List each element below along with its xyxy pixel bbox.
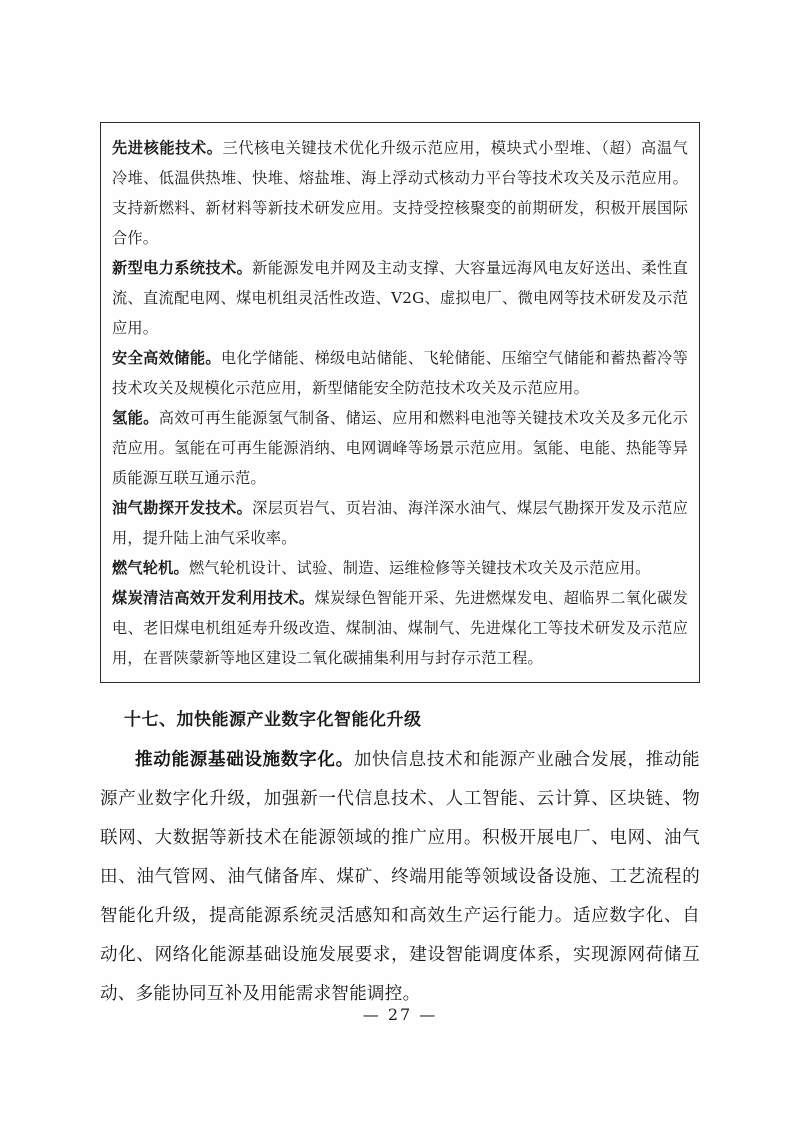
box-item-6-lead: 煤炭清洁高效开发利用技术。 [112,589,315,607]
box-item-6 [112,583,688,673]
section-heading: 十七、加快能源产业数字化智能化升级 [124,710,422,730]
box-item-2-text: 电化学储能、梯级电站储能、飞轮储能、压缩空气储能和蓄热蓄冷等技术攻关及规模化示范应用，新型储能安全防范技术攻关及示范应用。 [112,349,689,397]
box-item-3-lead: 氢能。 [112,409,159,427]
box-item-5-lead: 燃气轮机。 [112,559,189,577]
box-item-3 [112,403,688,493]
box-item-2-lead: 安全高效储能。 [112,349,222,367]
box-item-0 [112,133,688,253]
box-item-4-text: 深层页岩气、页岩油、海洋深水油气、煤层气勘探开发及示范应用，提升陆上油气采收率。 [112,499,688,547]
box-item-6-text: 煤炭绿色智能开采、先进燃煤发电、超临界二氧化碳发电、老旧煤电机组延寿升级改造、煤制油、煤制气、先进煤化工等技术研发及示范应用，在晋陕蒙新等地区建设二氧化碳捕集利用与封存示范工程。 [112,589,688,667]
page-number: — 27 — [362,1005,438,1024]
section-paragraph [100,741,700,1014]
box-item-4 [112,493,688,553]
boxed-technology-list [100,122,700,683]
box-item-5 [112,553,688,583]
box-item-0-text: 三代核电关键技术优化升级示范应用，模块式小型堆、（超）高温气冷堆、低温供热堆、快堆、熔盐堆、海上浮动式核动力平台等技术攻关及示范应用。支持新燃料、新材料等新技术研发应用。支持受控核聚变的前期研发，积极开展国际合作。 [112,139,688,247]
section-paragraph-emphasis: 推动能源基础设施数字化。 [135,750,354,770]
section-paragraph-text: 加快信息技术和能源产业融合发展，推动能源产业数字化升级，加强新一代信息技术、人工智能、云计算、区块链、物联网、大数据等新技术在能源领域的推广应用。积极开展电厂、电网、油气田、油气管网、油气储备库、煤矿、终端用能等领域设备设施、工艺流程的智能化升级，提高能源系统灵活感知和高效生产运行能力。适应数字化、自动化、网络化能源基础设施发展要求，建设智能调度体系，实现源网荷储互动、多能协同互补及用能需求智能调控。 [100,750,700,1004]
box-item-1-text: 新能源发电并网及主动支撑、大容量远海风电友好送出、柔性直流、直流配电网、煤电机组灵活性改造、V2G、虚拟电厂、微电网等技术研发及示范应用。 [112,259,688,337]
page-content [100,122,700,1014]
box-item-3-text: 高效可再生能源氢气制备、储运、应用和燃料电池等关键技术攻关及多元化示范应用。氢能在可再生能源消纳、电网调峰等场景示范应用。氢能、电能、热能等异质能源互联互通示范。 [112,409,688,487]
box-item-1-lead: 新型电力系统技术。 [112,259,253,277]
box-item-5-text: 燃气轮机设计、试验、制造、运维检修等关键技术攻关及示范应用。 [188,559,651,577]
box-item-0-lead: 先进核能技术。 [112,139,223,157]
box-item-2 [112,343,688,403]
box-item-1 [112,253,688,343]
box-item-4-lead: 油气勘探开发技术。 [112,499,253,517]
